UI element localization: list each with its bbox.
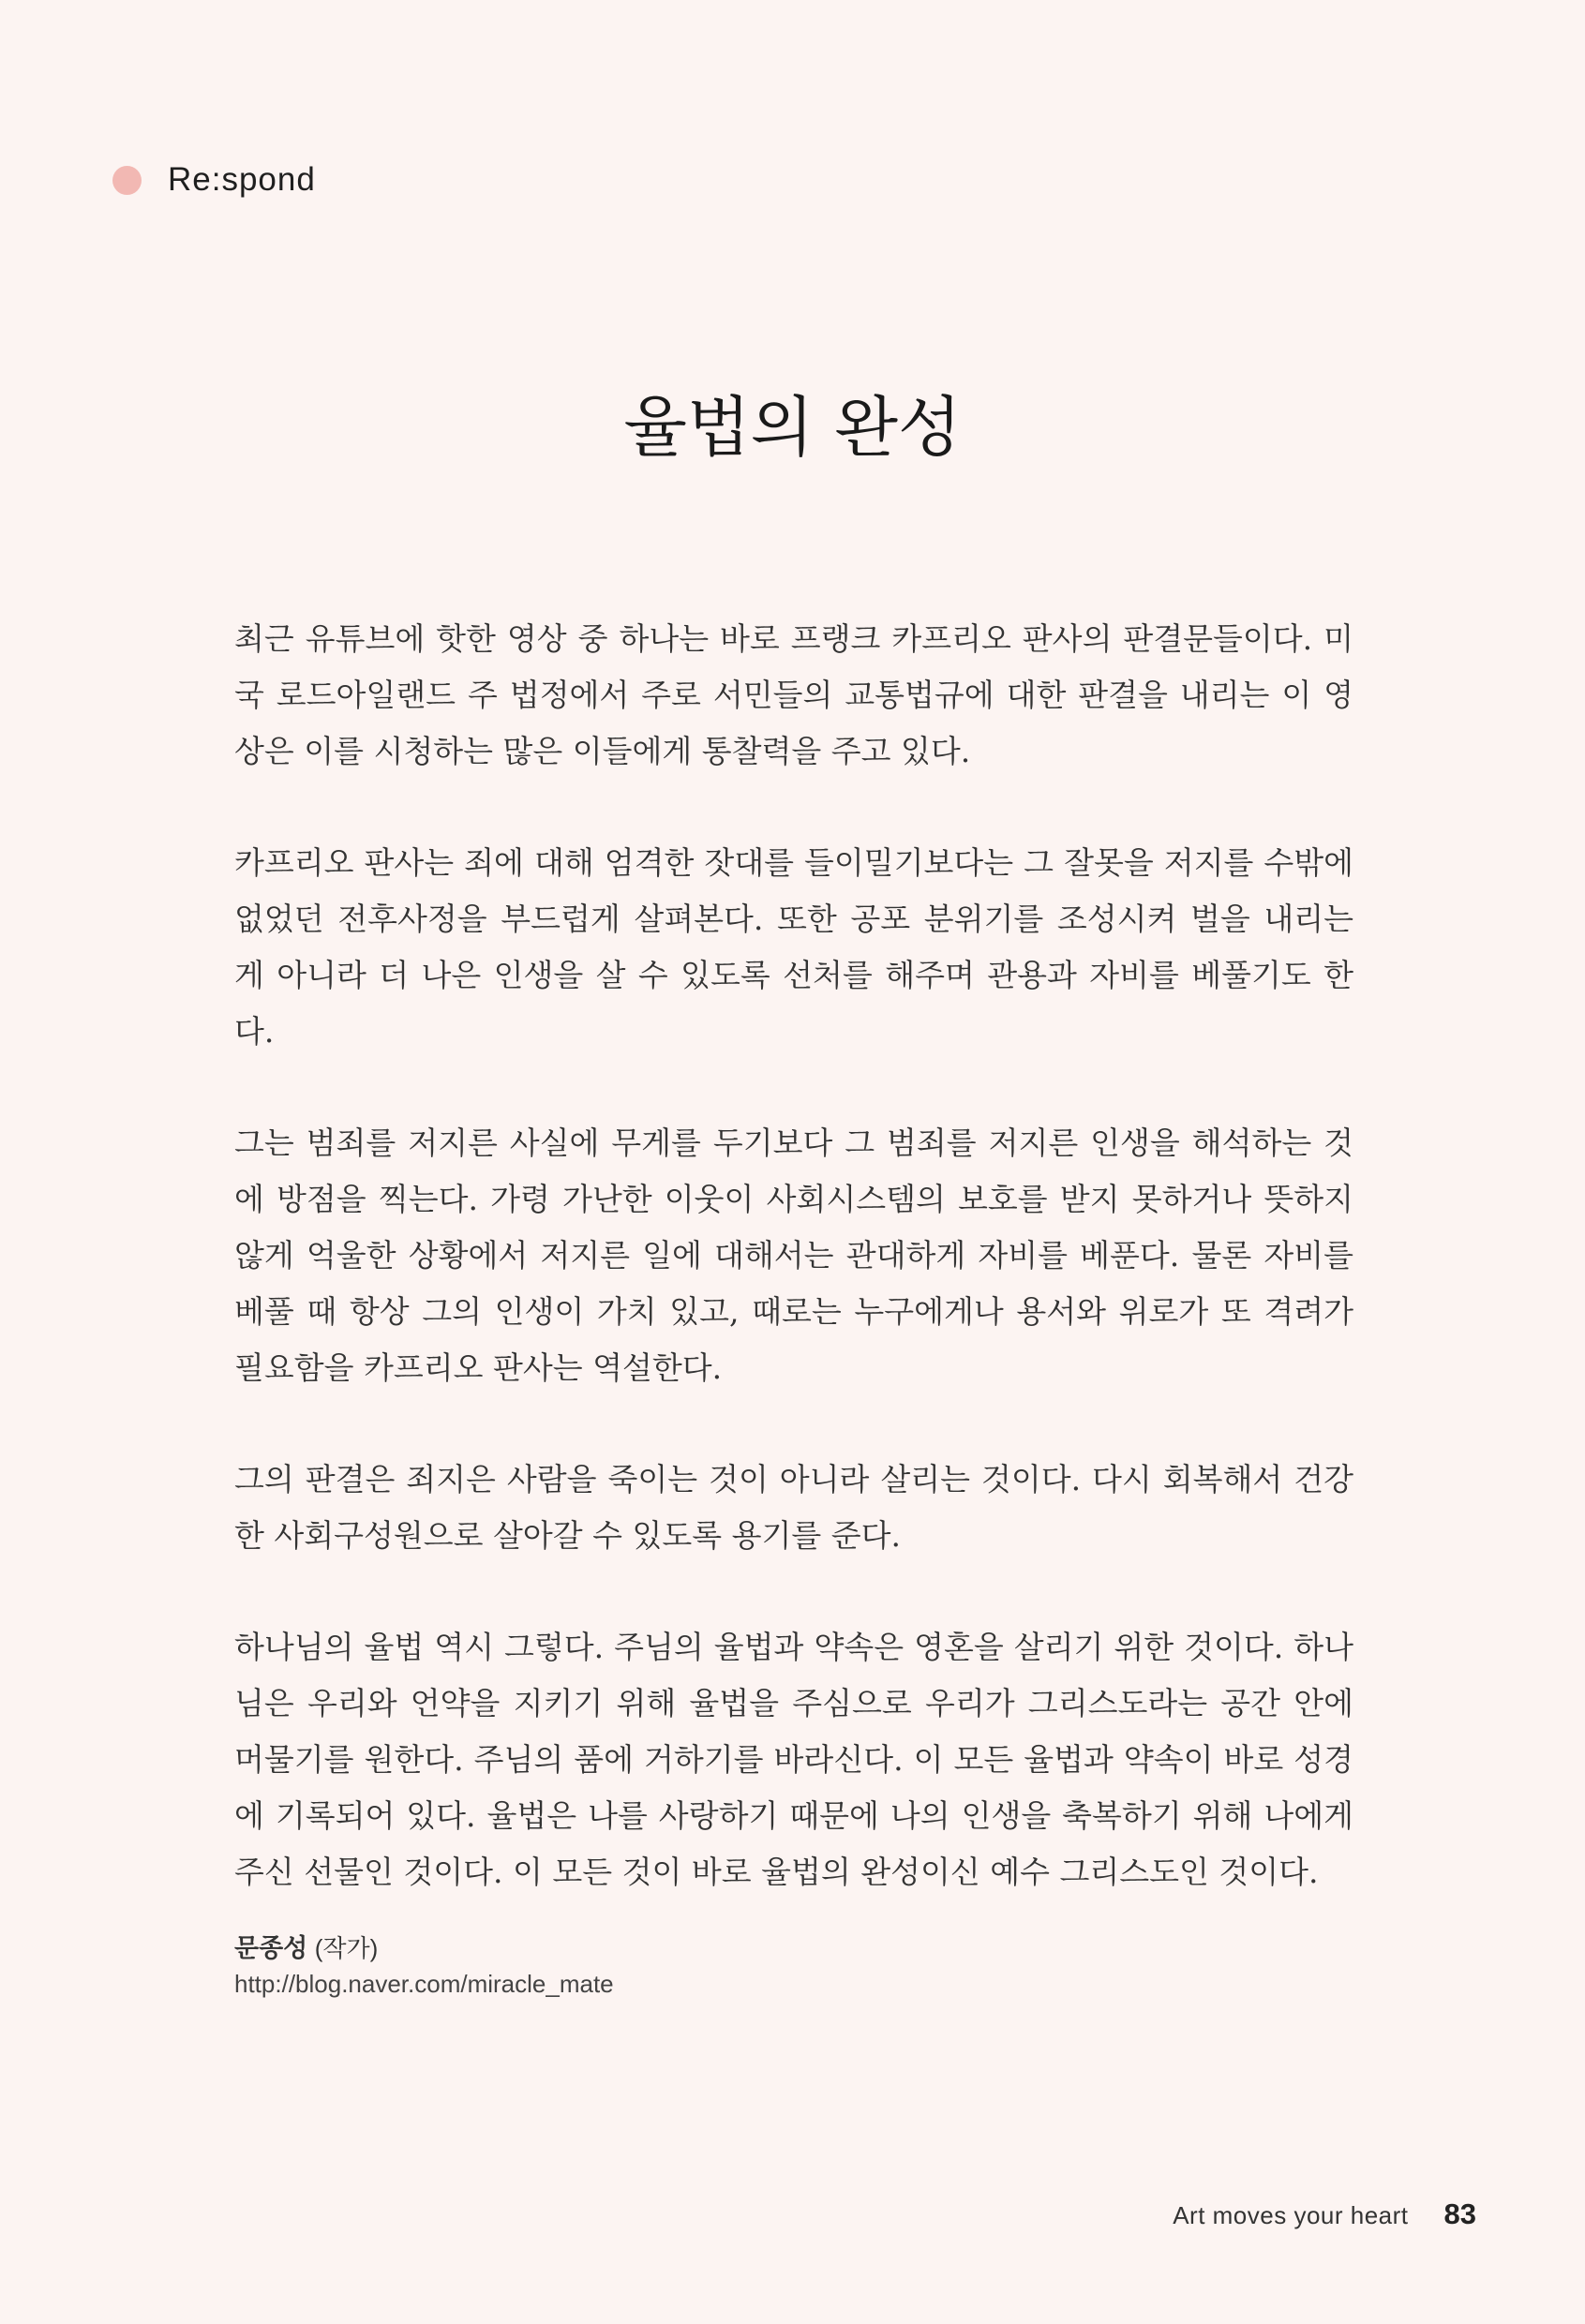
page-footer — [1173, 2197, 1476, 2231]
paragraph-2: 카프리오 판사는 죄에 대해 엄격한 잣대를 들이밀기보다는 그 잘못을 저지를 수밖에 없었던 전후사정을 부드럽게 살펴본다. 또한 공포 분위기를 조성시켜 벌을 내리는 게 아니라 더 나은 인생을 살 수 있도록 선처를 해주며 관용과 자비를 베풀기도 한다. — [234, 844, 1353, 1050]
author-byline — [234, 1931, 614, 1965]
section-label: Re:spond — [168, 161, 316, 198]
paragraph-1: 최근 유튜브에 핫한 영상 중 하나는 바로 프랭크 카프리오 판사의 판결문들이다. 미국 로드아일랜드 주 법정에서 주로 서민들의 교통법규에 대한 판결을 내리는 이 영상은 이를 시청하는 많은 이들에게 통찰력을 주고 있다. — [234, 620, 1353, 769]
article-title: 율법의 완성 — [623, 389, 962, 466]
paragraph-4: 그의 판결은 죄지은 사람을 죽이는 것이 아니라 살리는 것이다. 다시 회복해서 건강한 사회구성원으로 살아갈 수 있도록 용기를 준다. — [234, 1461, 1353, 1554]
paragraph-3: 그는 범죄를 저지른 사실에 무게를 두기보다 그 범죄를 저지른 인생을 해석하는 것에 방점을 찍는다. 가령 가난한 이웃이 사회시스템의 보호를 받지 못하거나 뜻하지 않게 억울한 상황에서 저지른 일에 대해서는 관대하게 자비를 베푼다. 물론 자비를 베풀 때 항상 그의 인생이 가치 있고, 때로는 누구에게나 용서와 위로가 또 격려가 필요함을 카프리오 판사는 역설한다. — [234, 1125, 1353, 1386]
section-dot-icon — [112, 166, 142, 195]
author-url-link[interactable]: http://blog.naver.com/miracle_mate — [234, 1970, 614, 1998]
article-body — [234, 611, 1353, 1956]
author-block — [234, 1931, 614, 2003]
section-tag — [112, 161, 316, 199]
page-number: 83 — [1443, 2197, 1476, 2230]
author-name: 문종성 — [234, 1934, 308, 1962]
paragraph-5: 하나님의 율법 역시 그렇다. 주님의 율법과 약속은 영혼을 살리기 위한 것이다. 하나님은 우리와 언약을 지키기 위해 율법을 주심으로 우리가 그리스도라는 공간 안에 머물기를 원한다. 주님의 품에 거하기를 바라신다. 이 모든 율법과 약속이 바로 성경에 기록되어 있다. 율법은 나를 사랑하기 때문에 나의 인생을 축복하기 위해 나에게 주신 선물인 것이다. 이 모든 것이 바로 율법의 완성이신 예수 그리스도인 것이다. — [234, 1629, 1353, 1890]
author-role: (작가) — [314, 1934, 379, 1962]
footer-tagline: Art moves your heart — [1173, 2201, 1409, 2229]
